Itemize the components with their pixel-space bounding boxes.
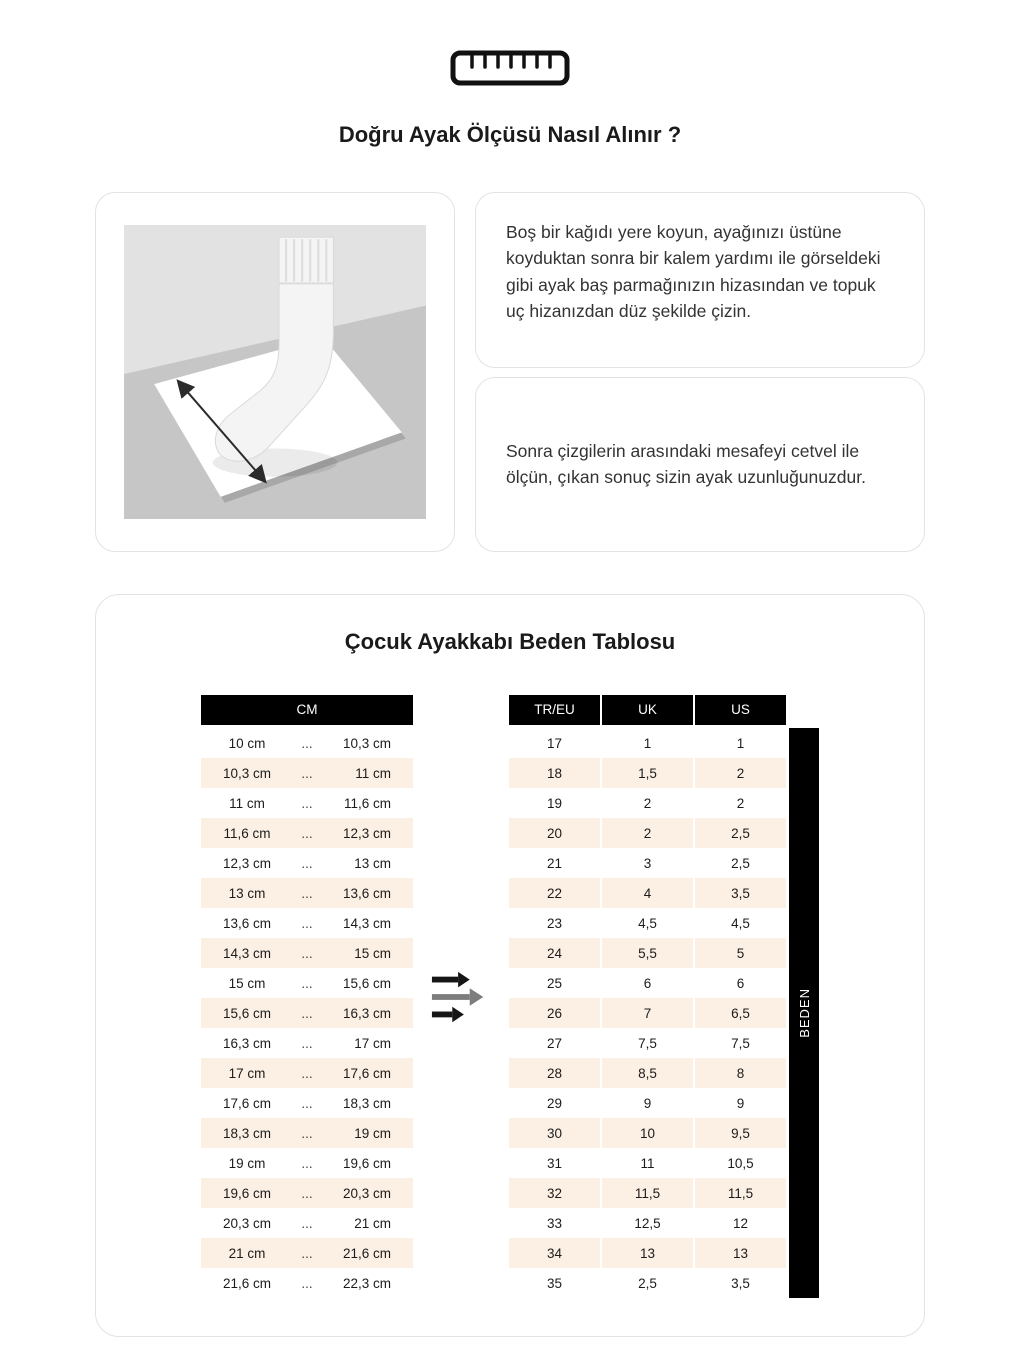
- cm-table-row: [201, 878, 413, 908]
- cm-range-separator: ...: [301, 765, 313, 781]
- cm-table-row: [201, 998, 413, 1028]
- cm-range-separator: ...: [301, 1215, 313, 1231]
- size-cell-us: 12: [695, 1208, 786, 1238]
- cm-table: [201, 695, 413, 1298]
- size-cell-uk: 12,5: [602, 1208, 693, 1238]
- size-cell-tr-eu: 26: [509, 998, 600, 1028]
- size-cell-us: 6,5: [695, 998, 786, 1028]
- cm-range-to: 18,3 cm: [342, 1095, 391, 1111]
- cm-range-from: 19 cm: [228, 1155, 266, 1171]
- cm-range-separator: ...: [301, 1095, 313, 1111]
- size-cell-us: 4,5: [695, 908, 786, 938]
- size-cell-us: 2,5: [695, 818, 786, 848]
- cm-range-from: 16,3 cm: [222, 1035, 272, 1051]
- size-table-header-cell: UK: [602, 695, 693, 725]
- size-chart-card: [95, 594, 925, 1337]
- size-cell-uk: 2: [602, 818, 693, 848]
- cm-range-to: 15 cm: [354, 945, 391, 961]
- size-table-row: [509, 1178, 786, 1208]
- size-cell-uk: 7: [602, 998, 693, 1028]
- size-table-row: [509, 1058, 786, 1088]
- cm-range-separator: ...: [301, 1005, 313, 1021]
- cm-range-to: 13 cm: [354, 855, 391, 871]
- size-table-row: [509, 968, 786, 998]
- cm-range-separator: ...: [301, 885, 313, 901]
- cm-range-to: 16,3 cm: [342, 1005, 391, 1021]
- size-cell-tr-eu: 29: [509, 1088, 600, 1118]
- cm-table-row: [201, 1058, 413, 1088]
- cm-range-to: 10,3 cm: [342, 735, 391, 751]
- size-cell-us: 3,5: [695, 1268, 786, 1298]
- size-table-rows: [509, 728, 786, 1298]
- cm-range-from: 11,6 cm: [223, 825, 271, 841]
- size-cell-uk: 8,5: [602, 1058, 693, 1088]
- cm-table-row: [201, 848, 413, 878]
- size-cell-uk: 11,5: [602, 1178, 693, 1208]
- cm-table-row: [201, 1268, 413, 1298]
- size-cell-tr-eu: 21: [509, 848, 600, 878]
- size-cell-us: 9,5: [695, 1118, 786, 1148]
- size-cell-tr-eu: 20: [509, 818, 600, 848]
- size-table-headers: [509, 695, 786, 725]
- cm-range-separator: ...: [301, 1155, 313, 1171]
- instruction-column: [475, 192, 925, 552]
- size-chart-tables: [96, 695, 924, 1298]
- size-cell-us: 9: [695, 1088, 786, 1118]
- cm-range-from: 13 cm: [228, 885, 266, 901]
- size-cell-uk: 1: [602, 728, 693, 758]
- cm-range-from: 21,6 cm: [222, 1275, 272, 1291]
- cm-range-from: 13,6 cm: [222, 915, 272, 931]
- size-cell-uk: 2,5: [602, 1268, 693, 1298]
- cm-range-from: 21 cm: [228, 1245, 266, 1261]
- size-cell-uk: 13: [602, 1238, 693, 1268]
- cm-table-row: [201, 728, 413, 758]
- size-table: [509, 695, 786, 1298]
- cm-range-separator: ...: [301, 915, 313, 931]
- size-cell-us: 6: [695, 968, 786, 998]
- cm-range-to: 13,6 cm: [342, 885, 391, 901]
- cm-range-to: 15,6 cm: [342, 975, 391, 991]
- cm-range-from: 10,3 cm: [222, 765, 272, 781]
- size-cell-tr-eu: 24: [509, 938, 600, 968]
- cm-table-row: [201, 1148, 413, 1178]
- instruction-card-2: [475, 377, 925, 553]
- cm-range-from: 15,6 cm: [222, 1005, 272, 1021]
- cm-range-from: 17,6 cm: [222, 1095, 272, 1111]
- cm-table-row: [201, 788, 413, 818]
- cm-range-separator: ...: [301, 1035, 313, 1051]
- cm-table-row: [201, 1028, 413, 1058]
- cm-range-separator: ...: [301, 1185, 313, 1201]
- cm-range-to: 19 cm: [354, 1125, 391, 1141]
- size-cell-tr-eu: 28: [509, 1058, 600, 1088]
- cm-table-row: [201, 968, 413, 998]
- cm-table-header: CM: [201, 695, 413, 725]
- size-table-row: [509, 938, 786, 968]
- cm-range-to: 17 cm: [354, 1035, 391, 1051]
- size-cell-uk: 4,5: [602, 908, 693, 938]
- size-cell-tr-eu: 30: [509, 1118, 600, 1148]
- size-table-row: [509, 998, 786, 1028]
- size-cell-tr-eu: 27: [509, 1028, 600, 1058]
- cm-range-to: 20,3 cm: [342, 1185, 391, 1201]
- cm-range-separator: ...: [301, 825, 313, 841]
- cm-range-to: 17,6 cm: [342, 1065, 391, 1081]
- cm-range-from: 20,3 cm: [222, 1215, 272, 1231]
- cm-range-to: 19,6 cm: [342, 1155, 391, 1171]
- size-cell-uk: 3: [602, 848, 693, 878]
- size-cell-us: 7,5: [695, 1028, 786, 1058]
- size-cell-us: 2: [695, 758, 786, 788]
- size-cell-us: 2,5: [695, 848, 786, 878]
- size-table-row: [509, 788, 786, 818]
- cm-range-from: 11 cm: [229, 795, 265, 811]
- beden-label-bar: [789, 728, 819, 1298]
- cm-range-separator: ...: [301, 945, 313, 961]
- size-cell-us: 10,5: [695, 1148, 786, 1178]
- size-cell-tr-eu: 34: [509, 1238, 600, 1268]
- cm-range-to: 21 cm: [354, 1215, 391, 1231]
- size-table-row: [509, 878, 786, 908]
- ruler-icon: [0, 50, 1020, 86]
- cm-range-to: 14,3 cm: [342, 915, 391, 931]
- size-table-row: [509, 1238, 786, 1268]
- cm-table-row: [201, 1178, 413, 1208]
- instruction-card-1: [475, 192, 925, 368]
- size-cell-tr-eu: 18: [509, 758, 600, 788]
- size-table-row: [509, 1028, 786, 1058]
- size-cell-uk: 11: [602, 1148, 693, 1178]
- size-cell-uk: 9: [602, 1088, 693, 1118]
- size-table-row: [509, 908, 786, 938]
- size-cell-uk: 7,5: [602, 1028, 693, 1058]
- cm-range-to: 11,6 cm: [343, 795, 391, 811]
- cm-range-from: 15 cm: [228, 975, 266, 991]
- cm-table-row: [201, 908, 413, 938]
- cm-table-row: [201, 1088, 413, 1118]
- cm-range-separator: ...: [301, 795, 313, 811]
- cm-range-separator: ...: [301, 1125, 313, 1141]
- size-table-row: [509, 848, 786, 878]
- cm-range-from: 19,6 cm: [222, 1185, 272, 1201]
- size-table-header-cell: TR/EU: [509, 695, 600, 725]
- size-cell-uk: 1,5: [602, 758, 693, 788]
- size-table-row: [509, 1208, 786, 1238]
- size-chart-title: Çocuk Ayakkabı Beden Tablosu: [344, 629, 676, 654]
- cm-range-separator: ...: [301, 1275, 313, 1291]
- cm-range-separator: ...: [301, 1245, 313, 1261]
- size-table-row: [509, 1118, 786, 1148]
- cm-range-from: 12,3 cm: [222, 855, 272, 871]
- instruction-step-2-text: Sonra çizgilerin arasındaki mesafeyi cetvel ile ölçün, çıkan sonuç sizin ayak uzunluğunuzdur.: [506, 441, 866, 488]
- size-cell-us: 5: [695, 938, 786, 968]
- size-cell-tr-eu: 35: [509, 1268, 600, 1298]
- cm-range-to: 21,6 cm: [342, 1245, 391, 1261]
- size-cell-tr-eu: 25: [509, 968, 600, 998]
- size-table-row: [509, 1148, 786, 1178]
- size-cell-us: 11,5: [695, 1178, 786, 1208]
- size-cell-us: 3,5: [695, 878, 786, 908]
- cm-table-row: [201, 1118, 413, 1148]
- page-title: Doğru Ayak Ölçüsü Nasıl Alınır ?: [338, 122, 682, 147]
- size-cell-tr-eu: 32: [509, 1178, 600, 1208]
- size-cell-tr-eu: 19: [509, 788, 600, 818]
- cm-table-rows: [201, 728, 413, 1298]
- cm-range-from: 18,3 cm: [222, 1125, 272, 1141]
- cm-range-separator: ...: [301, 855, 313, 871]
- size-cell-uk: 4: [602, 878, 693, 908]
- cm-range-to: 22,3 cm: [342, 1275, 391, 1291]
- cm-range-from: 10 cm: [228, 735, 266, 751]
- size-cell-uk: 2: [602, 788, 693, 818]
- size-table-row: [509, 1268, 786, 1298]
- size-cell-tr-eu: 22: [509, 878, 600, 908]
- measure-section: [0, 192, 1020, 552]
- cm-table-row: [201, 758, 413, 788]
- instruction-step-1-text: Boş bir kağıdı yere koyun, ayağınızı üstüne koyduktan sonra bir kalem yardımı ile görseldeki gibi ayak baş parmağınızın hizasından ve topuk uç hizanızdan düz şekilde çizin.: [506, 222, 881, 321]
- cm-range-from: 17 cm: [228, 1065, 266, 1081]
- size-cell-tr-eu: 33: [509, 1208, 600, 1238]
- size-cell-us: 1: [695, 728, 786, 758]
- cm-table-row: [201, 818, 413, 848]
- cm-table-row: [201, 938, 413, 968]
- cm-range-separator: ...: [301, 975, 313, 991]
- size-cell-tr-eu: 17: [509, 728, 600, 758]
- size-cell-us: 8: [695, 1058, 786, 1088]
- size-cell-uk: 6: [602, 968, 693, 998]
- beden-label: BEDEN: [796, 988, 812, 1038]
- size-cell-uk: 10: [602, 1118, 693, 1148]
- cm-range-to: 11 cm: [355, 765, 391, 781]
- cm-range-from: 14,3 cm: [222, 945, 272, 961]
- size-table-row: [509, 728, 786, 758]
- cm-table-row: [201, 1208, 413, 1238]
- size-cell-us: 2: [695, 788, 786, 818]
- size-cell-tr-eu: 31: [509, 1148, 600, 1178]
- convert-arrows-icon: [413, 969, 509, 1025]
- size-cell-tr-eu: 23: [509, 908, 600, 938]
- cm-range-to: 12,3 cm: [342, 825, 391, 841]
- size-table-row: [509, 1088, 786, 1118]
- foot-measure-photo-card: [95, 192, 455, 552]
- size-table-header-cell: US: [695, 695, 786, 725]
- size-table-row: [509, 818, 786, 848]
- cm-table-row: [201, 1238, 413, 1268]
- size-cell-us: 13: [695, 1238, 786, 1268]
- size-cell-uk: 5,5: [602, 938, 693, 968]
- cm-range-separator: ...: [301, 735, 313, 751]
- foot-measure-illustration: [124, 225, 426, 519]
- size-table-row: [509, 758, 786, 788]
- cm-range-separator: ...: [301, 1065, 313, 1081]
